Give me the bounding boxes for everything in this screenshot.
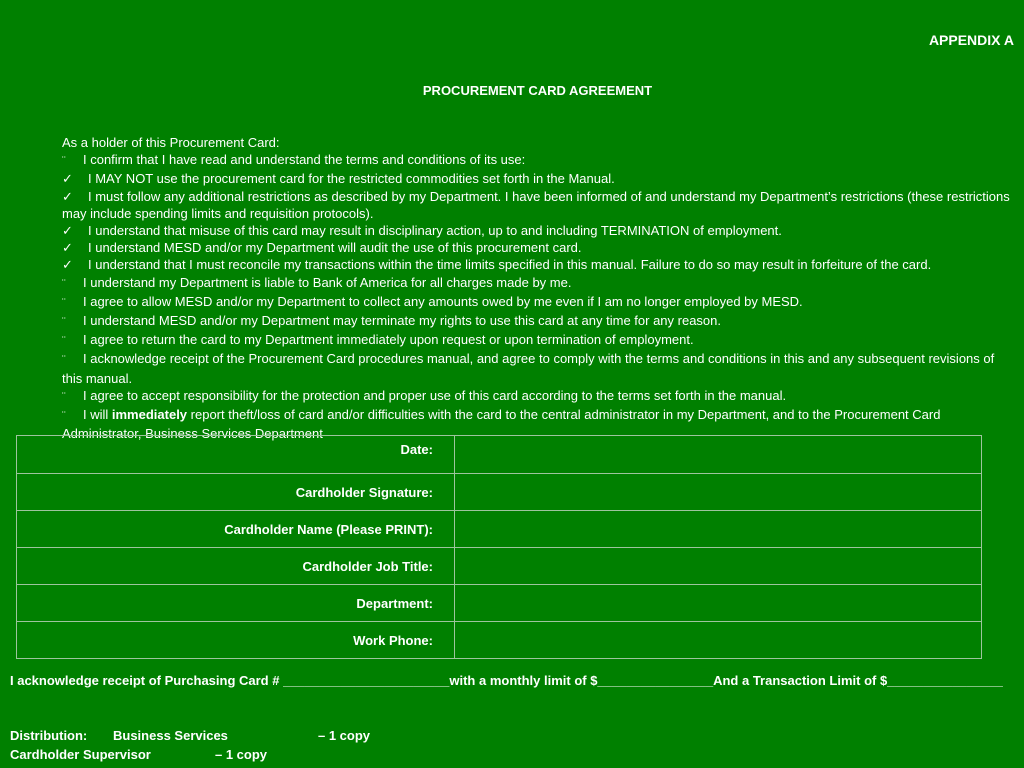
terms-item xyxy=(62,274,1014,293)
signature-row xyxy=(17,436,982,474)
card-acknowledgement: I acknowledge receipt of Purchasing Card # _______________________with a monthly limit of $________________And a Transaction Limit of $________________ xyxy=(10,673,1003,688)
signature-table xyxy=(16,435,982,659)
signature-field-label: Date: xyxy=(17,436,455,474)
signature-field-value[interactable] xyxy=(455,511,982,548)
checkmark-icon: ✓ xyxy=(62,257,73,273)
distribution-copy-1: – 1 copy xyxy=(318,728,371,743)
signature-field-value[interactable] xyxy=(455,622,982,659)
terms-item xyxy=(62,222,1014,239)
signature-field-value[interactable] xyxy=(455,474,982,511)
signature-field-label: Cardholder Name (Please PRINT): xyxy=(17,511,455,548)
terms-item xyxy=(62,151,1014,170)
terms-item-text: I agree to return the card to my Department immediately upon request or upon termination of employment. xyxy=(83,332,694,348)
signature-field-label: Cardholder Job Title: xyxy=(17,548,455,585)
appendix-label: APPENDIX A xyxy=(928,32,1014,48)
checkmark-icon: ✓ xyxy=(62,240,73,256)
terms-item-text: I acknowledge receipt of the Procurement Card procedures manual, and agree to comply with the terms and conditions in this and any subsequent revisions of this manual. xyxy=(62,351,995,386)
terms-item-pre: I will xyxy=(83,407,112,423)
terms-item-text: I understand MESD and/or my Department may terminate my rights to use this card at any time for any reason. xyxy=(83,313,721,329)
terms-item xyxy=(62,350,1014,386)
distribution-recipient-1: Business Services xyxy=(113,728,228,743)
terms-item-text: I understand my Department is liable to Bank of America for all charges made by me. xyxy=(83,274,572,290)
terms-item xyxy=(62,170,1014,187)
signature-row xyxy=(17,622,982,659)
signature-field-value[interactable] xyxy=(455,548,982,585)
terms-intro: As a holder of this Procurement Card: xyxy=(62,135,280,150)
distribution-line-2 xyxy=(10,747,267,762)
signature-row xyxy=(17,474,982,511)
terms-item-emphasis: immediately xyxy=(111,407,188,423)
terms-item-text: I agree to allow MESD and/or my Department to collect any amounts owed by me even if I am no longer employed by MESD. xyxy=(83,293,803,309)
signature-field-label: Work Phone: xyxy=(17,622,455,659)
distribution-recipient-2: Cardholder Supervisor xyxy=(10,747,151,762)
terms-item xyxy=(62,293,1014,312)
distribution-line-1 xyxy=(10,728,370,743)
bullet-icon: ¨ xyxy=(62,155,66,168)
terms-list xyxy=(62,151,1014,406)
signature-field-label: Cardholder Signature: xyxy=(17,474,455,511)
distribution-copy-2: – 1 copy xyxy=(215,747,268,762)
terms-item-text: I understand MESD and/or my Department will audit the use of this procurement card. xyxy=(88,240,582,256)
terms-item-text: I understand that I must reconcile my transactions within the time limits specified in this manual. Failure to do so may result in forfeiture of the card. xyxy=(88,257,932,273)
terms-item xyxy=(62,387,1014,406)
terms-item xyxy=(62,256,1014,273)
page-title: PROCUREMENT CARD AGREEMENT xyxy=(422,83,653,98)
bullet-icon: ¨ xyxy=(62,335,66,348)
signature-field-label: Department: xyxy=(17,585,455,622)
signature-field-value[interactable] xyxy=(455,436,982,474)
terms-item-text: I MAY NOT use the procurement card for the restricted commodities set forth in the Manual. xyxy=(88,171,615,187)
bullet-icon: ¨ xyxy=(62,354,66,367)
terms-item xyxy=(62,312,1014,331)
terms-item-text: I must follow any additional restrictions as described by my Department. I have been informed of and understand my Department’s restrictions (these restrictions may include spending limits and requisition protocols). xyxy=(62,188,1010,221)
signature-row xyxy=(17,511,982,548)
distribution-label: Distribution: xyxy=(10,728,88,743)
bullet-icon: ¨ xyxy=(62,277,66,290)
terms-item xyxy=(62,239,1014,256)
checkmark-icon: ✓ xyxy=(62,223,73,239)
checkmark-icon: ✓ xyxy=(62,171,73,187)
signature-field-value[interactable] xyxy=(455,585,982,622)
signature-row xyxy=(17,585,982,622)
bullet-icon: ¨ xyxy=(62,410,66,423)
bullet-icon: ¨ xyxy=(62,316,66,329)
terms-item-text: I confirm that I have read and understand the terms and conditions of its use: xyxy=(83,152,526,168)
terms-section xyxy=(62,134,1014,442)
signature-row xyxy=(17,548,982,585)
terms-item-post: report theft/loss of card and/or difficulties with the card to the central administrator in my Department, and to the Procurement Card Administrator, Business Services Department xyxy=(62,407,941,442)
terms-item-text: I agree to accept responsibility for the protection and proper use of this card according to the terms set forth in the manual. xyxy=(83,387,787,403)
terms-item xyxy=(62,188,1014,222)
bullet-icon: ¨ xyxy=(62,390,66,403)
terms-item xyxy=(62,331,1014,350)
terms-item-text: I understand that misuse of this card may result in disciplinary action, up to and including TERMINATION of employment. xyxy=(88,223,782,239)
checkmark-icon: ✓ xyxy=(62,188,73,204)
bullet-icon: ¨ xyxy=(62,296,66,309)
